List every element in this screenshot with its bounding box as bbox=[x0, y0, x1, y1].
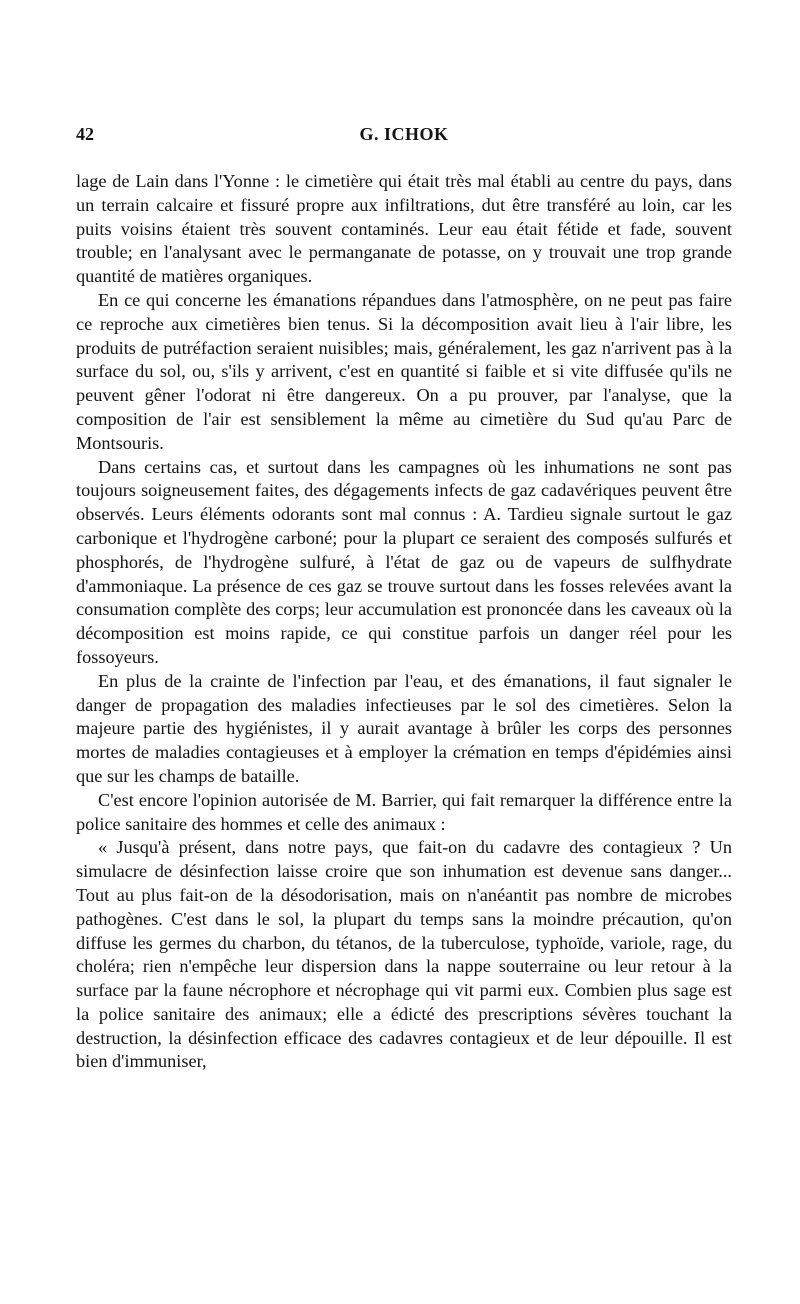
paragraph-infectious-diseases: En plus de la crainte de l'infection par l'eau, et des émanations, il faut signaler le danger de propagation des maladies infectieuses par le sol des cimetières. Selon la majeure partie des hygiénistes, il y aurait avantage à brûler les corps des personnes mortes de maladies contagieuses et à employer la crémation en temps d'épidémies ainsi que sur les champs de bataille. bbox=[76, 670, 732, 786]
page-number: 42 bbox=[76, 124, 94, 144]
running-head: G. ICHOK bbox=[359, 124, 449, 144]
paragraph-continued: lage de Lain dans l'Yonne : le cimetière qui était très mal établi au centre du pays, dans un terrain calcaire et fissuré propre aux infiltrations, dut être transféré au loin, car les puits voisins étaient très souvent contaminés. Leur eau était fétide et fade, souvent trouble; en l'analysant avec le permanganate de potasse, on y trouvait une trop grande quantité de matières organiques. bbox=[76, 171, 732, 287]
paragraph-emanations: En ce qui concerne les émanations répandues dans l'atmosphère, on ne peut pas faire ce reproche aux cimetières bien tenus. Si la décomposition avait lieu à l'air libre, les produits de putréfaction seraient nuisibles; mais, généralement, les gaz n'arrivent pas à la surface du sol, ou, s'ils y arrivent, c'est en quantité si faible et si vite diffusée qu'ils ne peuvent gêner l'odorat ni être dangereux. On a pu prouver, par l'analyse, que la composition de l'air est sensiblement la même au cimetière du Sud qu'au Parc de Montsouris. bbox=[76, 289, 732, 453]
paragraph-barrier-opinion: C'est encore l'opinion autorisée de M. Barrier, qui fait remarquer la différence entre la police sanitaire des hommes et celle des animaux : bbox=[76, 789, 732, 834]
page-header bbox=[76, 124, 732, 154]
body-text bbox=[76, 170, 732, 1074]
paragraph-cadaveric-gases: Dans certains cas, et surtout dans les campagnes où les inhumations ne sont pas toujours soigneusement faites, des dégagements infects de gaz cadavériques peuvent être observés. Leurs éléments odorants sont mal connus : A. Tardieu signale surtout le gaz carbonique et l'hydrogène carboné; pour la plupart ce seraient des composés sulfurés et phosphorés, de l'hydrogène sulfuré, à l'état de gaz ou de vapeurs de sulfhydrate d'ammoniaque. La présence de ces gaz se trouve surtout dans les fosses relevées avant la consumation complète des corps; leur accumulation est prononcée dans les caveaux où la décomposition est moins rapide, ce qui constitue parfois un danger réel pour les fossoyeurs. bbox=[76, 456, 732, 667]
paragraph-quotation: « Jusqu'à présent, dans notre pays, que fait-on du cadavre des contagieux ? Un simulacre de désinfection laisse croire que son inhumation est devenue sans danger... Tout au plus fait-on de la désodorisation, mais on n'anéantit pas nombre de microbes pathogènes. C'est dans le sol, la plupart du temps sans la moindre précaution, qu'on diffuse les germes du charbon, du tétanos, de la tuberculose, typhoïde, variole, rage, du choléra; rien n'empêche leur dispersion dans la nappe souterraine ou leur retour à la surface par la faune nécrophore et nécrophage qui vit parmi eux. Combien plus sage est la police sanitaire des animaux; elle a édicté des prescriptions sévères touchant la destruction, la désinfection efficace des cadavres contagieux et de leur dépouille. Il est bien d'immuniser, bbox=[76, 837, 732, 1072]
